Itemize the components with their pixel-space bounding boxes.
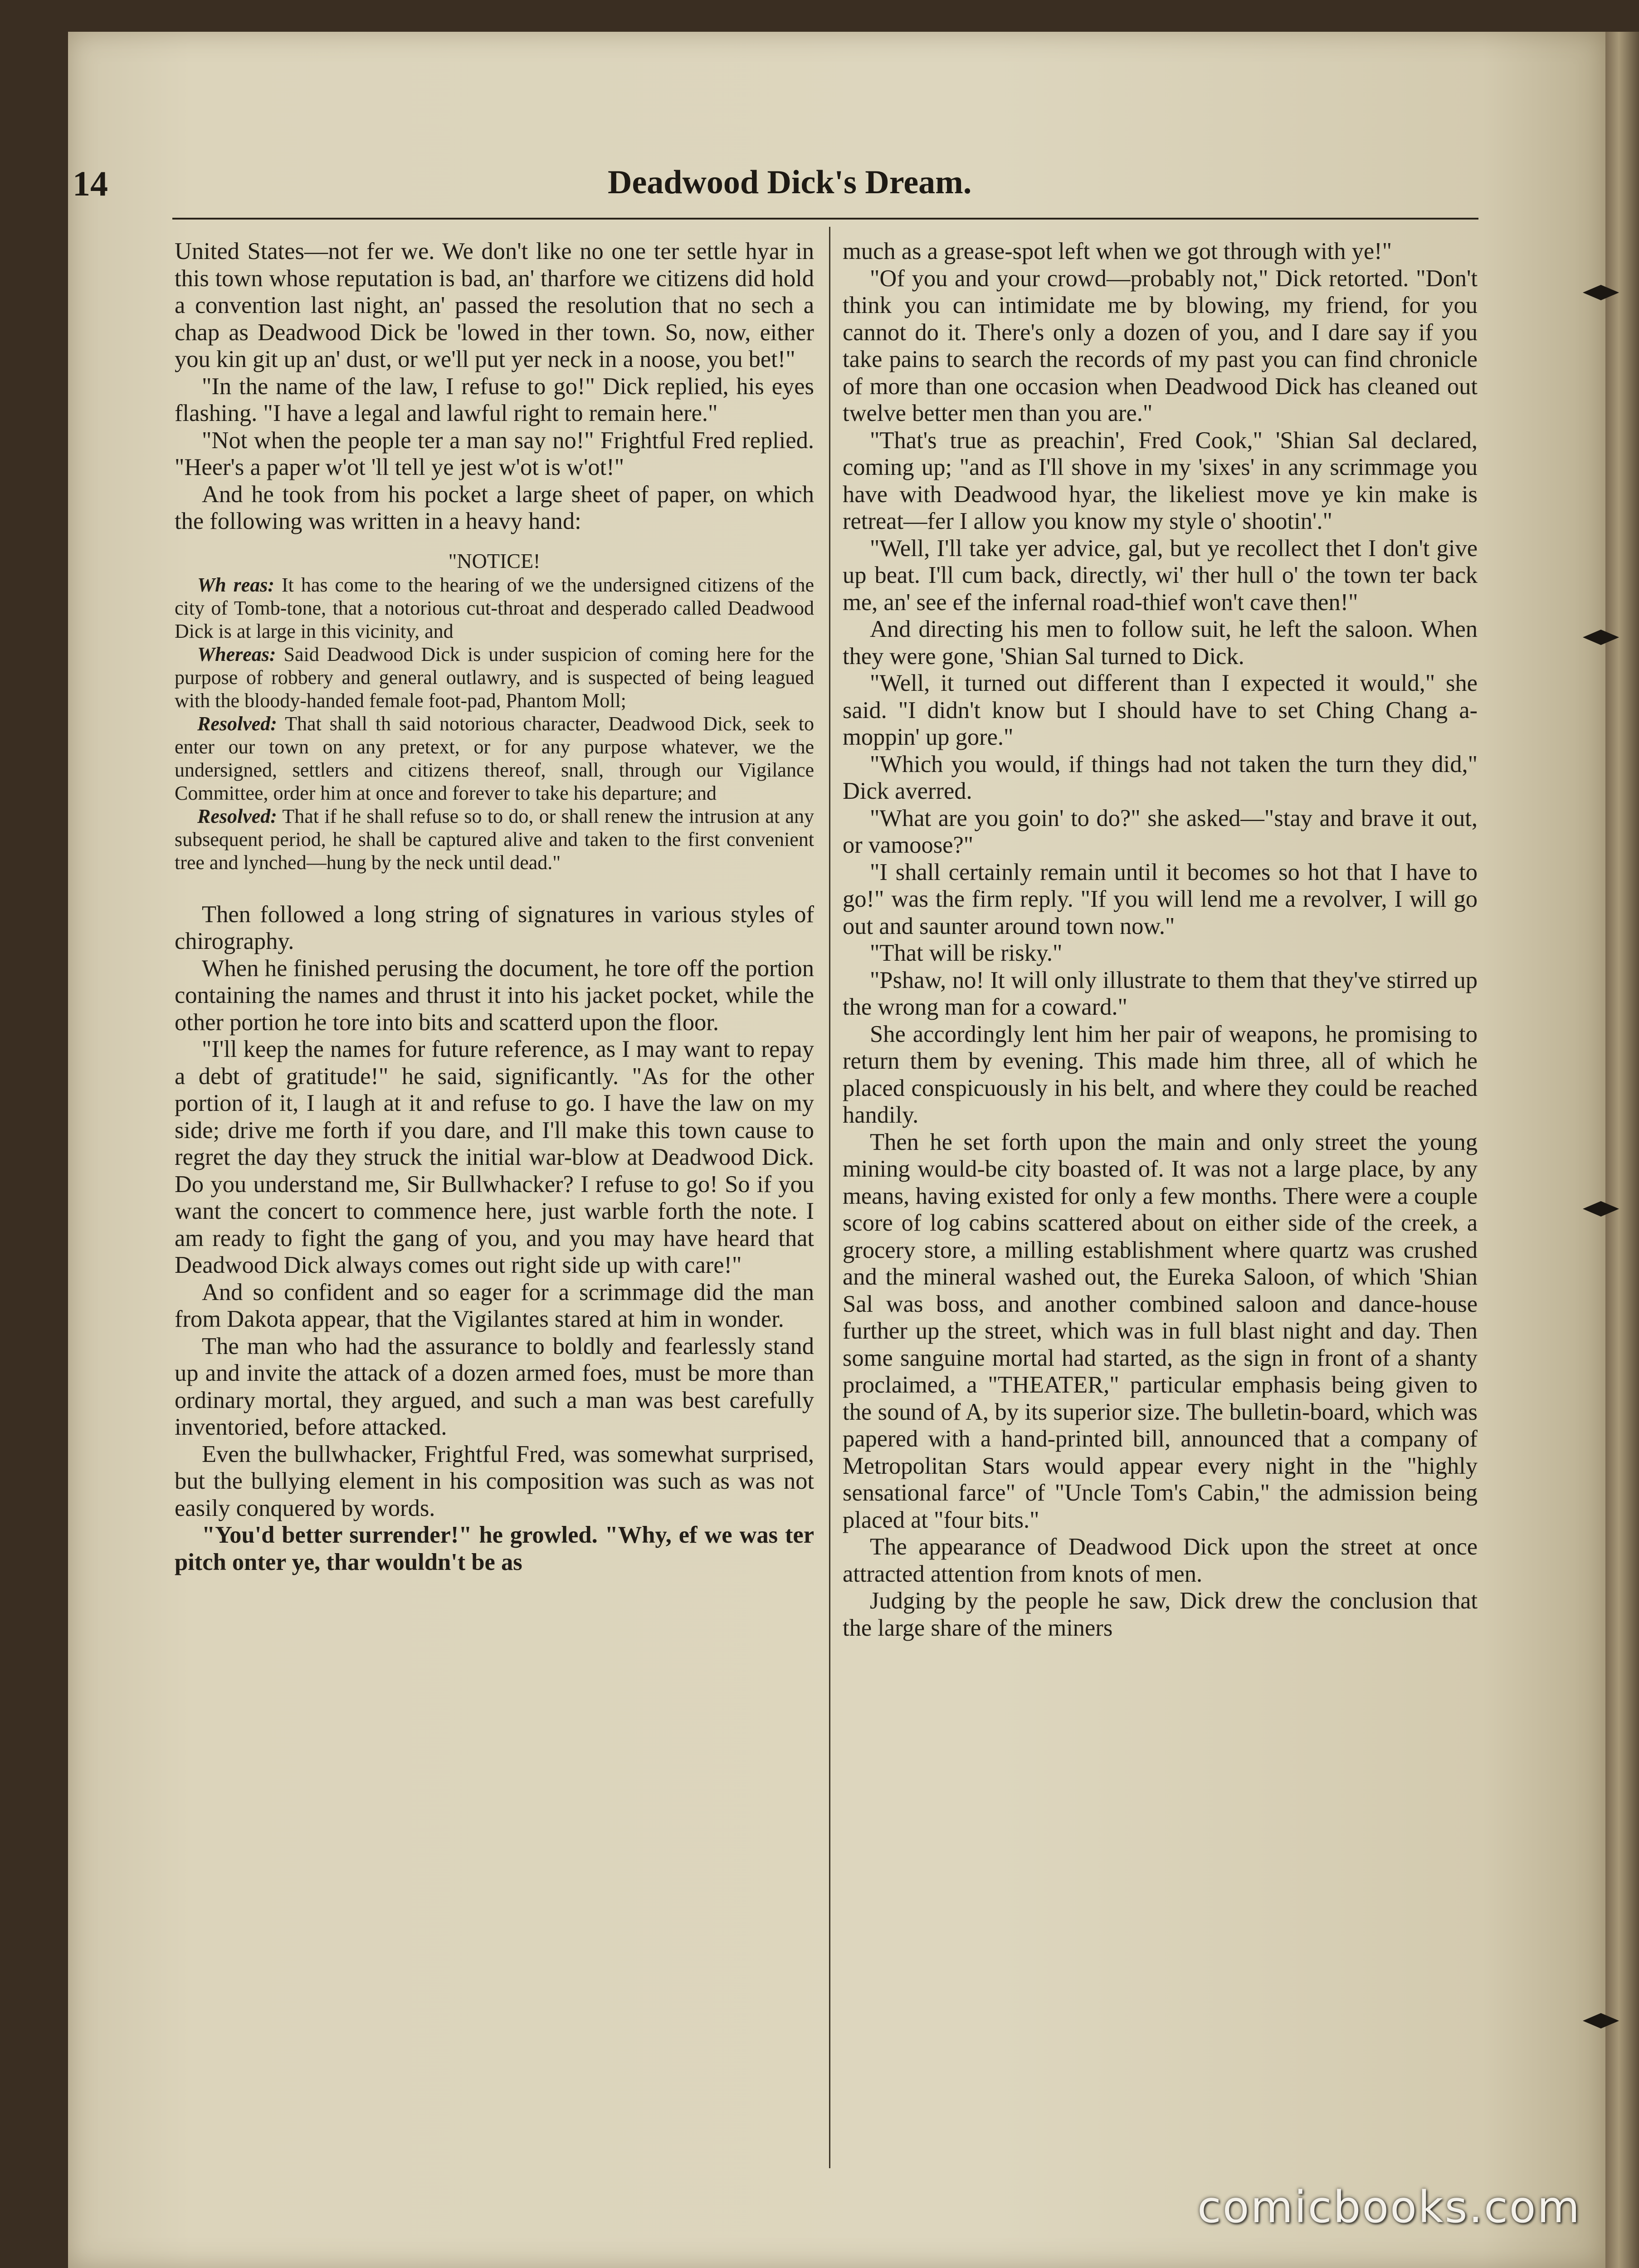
paragraph <box>843 1021 1478 1129</box>
paragraph <box>843 427 1478 535</box>
paragraph-text: "Of you and your crowd—probably not," Dick retorted. "Don't think you can intimidate me by blowing, my friend, for you cannot do it. There's only a dozen of you, and I dare say if you take pains to search the records of my past you can find chronicle of more than one occasion when Deadwood Dick has cleaned out twelve better men than you are." <box>843 265 1478 426</box>
paragraph-text: "Well, it turned out different than I expected it would," she said. "I didn't know but I should have to set Ching Chang a-moppin' up gore." <box>843 670 1478 750</box>
paragraph-text: That shall th said notorious character, Deadwood Dick, seek to enter our town on any pretext, or for any purpose whatever, we the undersigned, settlers and citizens thereof, snall, through our Vigilance Committee, order him at once and forever to take his departure; and <box>175 712 814 804</box>
paragraph <box>843 670 1478 751</box>
paragraph <box>843 940 1478 967</box>
paragraph-text: "Pshaw, no! It will only illustrate to them that they've stirred up the wrong man for a coward." <box>843 967 1478 1020</box>
paragraph <box>175 481 814 535</box>
paragraph <box>843 238 1478 265</box>
running-title: Deadwood Dick's Dream. <box>608 164 972 201</box>
paragraph <box>175 643 814 712</box>
right-column <box>843 238 1478 1642</box>
paragraph-text: It has come to the hearing of we the undersigned citizens of the city of Tomb-tone, that a notorious cut-throat and desperado called Deadwood Dick is at large in this vicinity, and <box>175 573 814 642</box>
paragraph-text: "In the name of the law, I refuse to go!" Dick replied, his eyes flashing. "I have a legal and lawful right to remain here." <box>175 373 814 426</box>
header-rule <box>172 218 1478 220</box>
binding-staple <box>1583 1198 1619 1220</box>
paragraph-text: much as a grease-spot left when we got through with ye!" <box>843 238 1392 264</box>
paragraph-text: "That's true as preachin', Fred Cook," 'Shian Sal declared, coming up; "and as I'll shove in my 'sixes' in any scrimmage you have with Deadwood hyar, the likeliest move ye kin make is retreat—fer I allow you know my style o' shootin'." <box>843 427 1478 534</box>
book-spine <box>1605 32 1639 2268</box>
paragraph <box>175 955 814 1036</box>
paragraph <box>843 265 1478 427</box>
paragraph <box>175 1522 814 1576</box>
paragraph-text: "I shall certainly remain until it becomes so hot that I have to go!" was the firm reply. "If you will lend me a revolver, I will go out and saunter around town now." <box>843 859 1478 939</box>
paragraph-text: She accordingly lent him her pair of weapons, he promising to return them by evening. This made him three, all of which he placed conspicuously in his belt, and where they could be reached handily. <box>843 1021 1478 1128</box>
paragraph <box>843 751 1478 805</box>
notice-clause-lead: Whereas: <box>197 643 276 665</box>
paragraph <box>175 901 814 955</box>
paragraph <box>175 1333 814 1441</box>
paragraph <box>175 1279 814 1333</box>
paragraph <box>843 805 1478 859</box>
paragraph <box>175 1441 814 1522</box>
paragraph <box>843 967 1478 1021</box>
page-number: 14 <box>73 164 108 203</box>
paragraph-text: "NOTICE! <box>448 549 541 572</box>
paragraph-text: "That will be risky." <box>870 940 1063 966</box>
paragraph-text: When he finished perusing the document, he tore off the portion containing the names and thrust it into his jacket pocket, while the other portion he tore into bits and scatterd upon the floor. <box>175 955 814 1036</box>
paragraph <box>175 549 814 573</box>
paragraph <box>175 1036 814 1279</box>
paragraph-text: Even the bullwhacker, Frightful Fred, was somewhat surprised, but the bullying element in his composition was such as was not easily conquered by words. <box>175 1441 814 1521</box>
paragraph <box>175 373 814 427</box>
notice-clause-lead: Resolved: <box>197 805 277 827</box>
paragraph-text: And directing his men to follow suit, he left the saloon. When they were gone, 'Shian Sal turned to Dick. <box>843 616 1478 670</box>
watermark: comicbooks.com <box>1197 2182 1581 2233</box>
paragraph <box>843 1588 1478 1642</box>
paragraph-text: United States—not fer we. We don't like no one ter settle hyar in this town whose reputation is bad, an' tharfore we citizens did hold a convention last night, an' passed the resolution that no sech a chap as Deadwood Dick be 'lowed in ther town. So, now, either you kin git up an' dust, or we'll put yer neck in a noose, you bet!" <box>175 238 814 372</box>
binding-staple <box>1583 626 1619 649</box>
paragraph-text: "Which you would, if things had not taken the turn they did," Dick averred. <box>843 751 1478 804</box>
paragraph <box>175 427 814 481</box>
left-column <box>175 238 814 1576</box>
paragraph-text: "You'd better surrender!" he growled. "Why, ef we was ter pitch onter ye, thar wouldn't be as <box>175 1522 814 1575</box>
column-divider <box>829 227 830 2168</box>
paragraph <box>843 1129 1478 1534</box>
paragraph-text: The man who had the assurance to boldly and fearlessly stand up and invite the attack of a dozen armed foes, must be more than ordinary mortal, they argued, and such a man was best carefully inventoried, before attacked. <box>175 1333 814 1440</box>
paragraph-text: That if he shall refuse so to do, or shall renew the intrusion at any subsequent period, he shall be captured alive and taken to the first convenient tree and lynched—hung by the neck until dead." <box>175 805 814 874</box>
notice-clause-lead: Wh reas: <box>197 573 274 596</box>
paragraph <box>175 712 814 805</box>
paragraph-text: And he took from his pocket a large sheet of paper, on which the following was written in a heavy hand: <box>175 481 814 534</box>
paragraph-text: "Not when the people ter a man say no!" Frightful Fred replied. "Heer's a paper w'ot 'll tell ye jest w'ot is w'ot!" <box>175 427 814 480</box>
paragraph <box>843 1534 1478 1588</box>
paragraph <box>843 859 1478 940</box>
paragraph-text: And so confident and so eager for a scrimmage did the man from Dakota appear, that the Vigilantes stared at him in wonder. <box>175 1279 814 1332</box>
paragraph <box>175 805 814 874</box>
paragraph-text: "What are you goin' to do?" she asked—"stay and brave it out, or vamoose?" <box>843 805 1478 858</box>
paragraph <box>843 616 1478 670</box>
paragraph-text: "Well, I'll take yer advice, gal, but ye recollect thet I don't give up beat. I'll cum back, directly, wi' ther hull o' the town ter back me, an' see ef the infernal road-thief won't cave then!" <box>843 535 1478 616</box>
notice-clause-lead: Resolved: <box>197 712 277 735</box>
paragraph <box>175 238 814 373</box>
paragraph-text: Then followed a long string of signatures in various styles of chirography. <box>175 901 814 954</box>
paragraph <box>843 535 1478 616</box>
paragraph-text: Said Deadwood Dick is under suspicion of coming here for the purpose of robbery and general outlawry, and is suspected of being leagued with the bloody-handed female foot-pad, Phantom Moll; <box>175 643 814 712</box>
paragraph-text: The appearance of Deadwood Dick upon the street at once attracted attention from knots of men. <box>843 1534 1478 1587</box>
paragraph <box>175 573 814 643</box>
paragraph-text: "I'll keep the names for future reference, as I may want to repay a debt of gratitude!" he said, significantly. "As for the other portion of it, I laugh at it and refuse to go. I have the law on my side; drive me forth if you dare, and I'll make this town cause to regret the day they struck the initial war-blow at Deadwood Dick. Do you understand me, Sir Bullwhacker? I refuse to go! So if you want the concert to commence here, just warble forth the note. I am ready to fight the gang of you, and you may have heard that Deadwood Dick always comes out right side up with care!" <box>175 1036 814 1278</box>
binding-staple <box>1583 281 1619 304</box>
paragraph-text: Judging by the people he saw, Dick drew the conclusion that the large share of the miners <box>843 1588 1478 1641</box>
binding-staple <box>1583 2009 1619 2032</box>
paragraph-text: Then he set forth upon the main and only street the young mining would-be city boasted of. It was not a large place, by any means, having existed for only a few months. There were a couple score of log cabins scattered about on either side of the creek, a grocery store, a milling establishment where quartz was crushed and the mineral washed out, the Eureka Saloon, of which 'Shian Sal was boss, and another combined saloon and dance-house further up the street, which was in full blast night and day. Then some sanguine mortal had started, as the sign in front of a shanty proclaimed, a "THEATER," particular emphasis being given to the sound of A, by its superior size. The bulletin-board, which was papered with a hand-printed bill, announced that a company of Metropolitan Stars would appear every night in the "highly sensational farce" of "Uncle Tom's Cabin," the admission being placed at "four bits." <box>843 1129 1478 1533</box>
